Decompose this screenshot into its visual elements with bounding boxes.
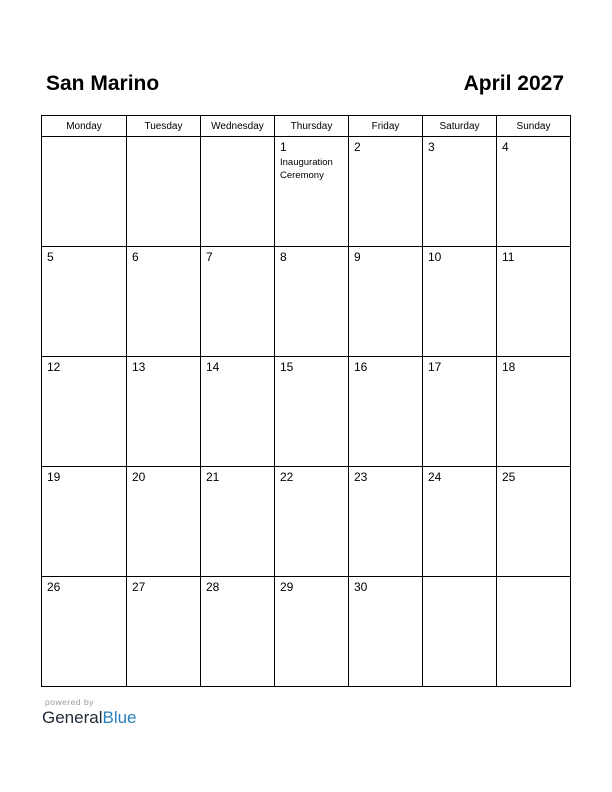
- day-number: 25: [502, 470, 516, 484]
- day-number: 24: [428, 470, 442, 484]
- calendar-grid: [41, 115, 571, 687]
- day-cell: [127, 577, 201, 687]
- day-cell: [201, 357, 275, 467]
- day-cell: [201, 467, 275, 577]
- day-cell: [42, 467, 127, 577]
- weekday-header: Monday: [42, 116, 127, 137]
- day-cell: [127, 137, 201, 247]
- day-cell: [201, 247, 275, 357]
- day-cell: [349, 577, 423, 687]
- day-cell: [127, 467, 201, 577]
- day-cell: [349, 137, 423, 247]
- day-number: 12: [47, 360, 61, 374]
- day-number: 8: [280, 250, 287, 264]
- day-number: 28: [206, 580, 220, 594]
- day-number: 3: [428, 140, 435, 154]
- day-cell: [497, 247, 571, 357]
- day-cell: [497, 467, 571, 577]
- day-cell: [275, 467, 349, 577]
- day-cell: [497, 137, 571, 247]
- day-cell: [275, 247, 349, 357]
- day-number: 6: [132, 250, 139, 264]
- day-number: 4: [502, 140, 509, 154]
- day-cell: [349, 247, 423, 357]
- day-cell: [423, 467, 497, 577]
- day-cell: [497, 357, 571, 467]
- weekday-header-row: [42, 116, 571, 137]
- weekday-header: Thursday: [275, 116, 349, 137]
- day-number: 21: [206, 470, 220, 484]
- day-cell: [349, 467, 423, 577]
- week-row: [42, 577, 571, 687]
- country-title: San Marino: [46, 72, 160, 95]
- brand-wordmark: [42, 708, 137, 728]
- day-number: 23: [354, 470, 368, 484]
- day-number: 30: [354, 580, 368, 594]
- day-number: 16: [354, 360, 368, 374]
- day-cell: [201, 137, 275, 247]
- day-cell: [42, 577, 127, 687]
- day-number: 18: [502, 360, 516, 374]
- day-number: 26: [47, 580, 61, 594]
- day-number: 7: [206, 250, 213, 264]
- day-number: 2: [354, 140, 361, 154]
- day-number: 27: [132, 580, 146, 594]
- day-cell: [423, 247, 497, 357]
- day-number: 19: [47, 470, 61, 484]
- day-number: 20: [132, 470, 146, 484]
- day-number: [497, 577, 570, 580]
- day-cell: [275, 137, 349, 247]
- week-row: [42, 137, 571, 247]
- day-number: [42, 137, 126, 140]
- brand-general: General: [42, 708, 103, 727]
- day-cell: [275, 357, 349, 467]
- day-number: 5: [47, 250, 54, 264]
- weekday-header: Friday: [349, 116, 423, 137]
- day-cell: [497, 577, 571, 687]
- day-cell: [127, 247, 201, 357]
- powered-by-text: powered by: [45, 697, 94, 707]
- day-number: 1: [280, 140, 287, 154]
- week-row: [42, 467, 571, 577]
- weekday-header: Saturday: [423, 116, 497, 137]
- weekday-header: Sunday: [497, 116, 571, 137]
- day-cell: [423, 137, 497, 247]
- day-number: [201, 137, 274, 140]
- day-cell: [42, 137, 127, 247]
- day-number: 22: [280, 470, 294, 484]
- day-cell: [423, 577, 497, 687]
- day-cell: [127, 357, 201, 467]
- day-cell: [423, 357, 497, 467]
- day-number: 15: [280, 360, 294, 374]
- holiday-label: Inauguration Ceremony: [280, 157, 333, 181]
- day-cell: [42, 247, 127, 357]
- day-number: 29: [280, 580, 294, 594]
- day-number: 17: [428, 360, 442, 374]
- day-number: [127, 137, 200, 140]
- week-row: [42, 247, 571, 357]
- day-cell: [275, 577, 349, 687]
- day-cell: [349, 357, 423, 467]
- week-row: [42, 357, 571, 467]
- generalblue-logo[interactable]: [42, 697, 137, 728]
- day-number: 13: [132, 360, 146, 374]
- day-number: 9: [354, 250, 361, 264]
- day-number: 11: [502, 250, 515, 264]
- month-year-title: April 2027: [463, 72, 564, 95]
- day-number: 10: [428, 250, 442, 264]
- weekday-header: Tuesday: [127, 116, 201, 137]
- day-cell: [42, 357, 127, 467]
- day-number: 14: [206, 360, 220, 374]
- day-number: [423, 577, 496, 580]
- weekday-header: Wednesday: [201, 116, 275, 137]
- day-cell: [201, 577, 275, 687]
- brand-blue: Blue: [102, 708, 137, 727]
